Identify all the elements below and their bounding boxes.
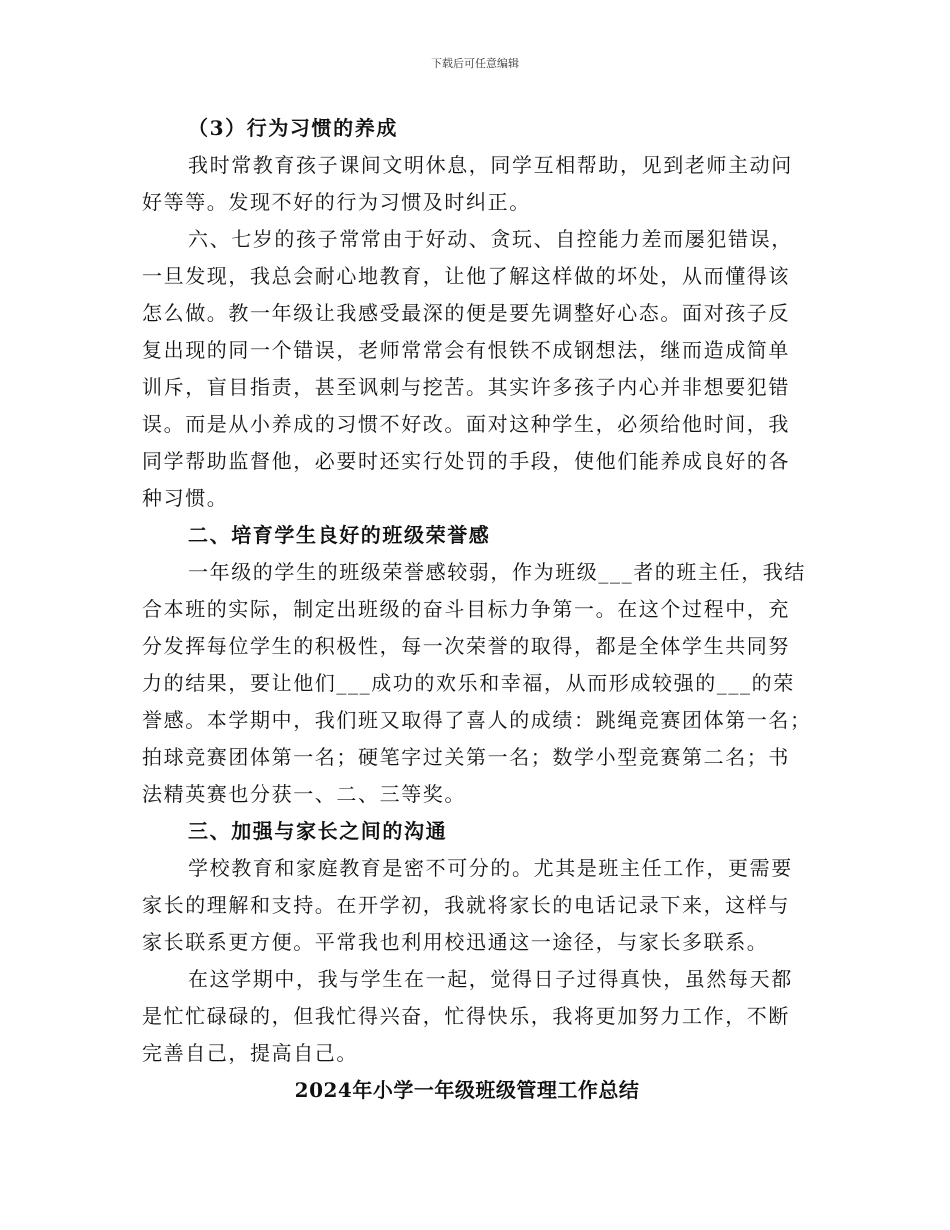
- paragraph-line: 六、七岁的孩子常常由于好动、贪玩、自控能力差而屡犯错误，: [188, 227, 793, 251]
- paragraph-line: 在这学期中，我与学生在一起，觉得日子过得真快，虽然每天都: [188, 967, 793, 991]
- paragraph-line: 家长联系更方便。平常我也利用校迅通这一途径，与家长多联系。: [142, 930, 769, 954]
- paragraph-line: 力的结果，要让他们___成功的欢乐和幸福，从而形成较强的___的荣: [142, 671, 795, 695]
- paragraph-line: 训斥，盲目指责，甚至讽刺与挖苦。其实许多孩子内心并非想要犯错: [142, 375, 790, 399]
- paragraph-line: 学校教育和家庭教育是密不可分的。尤其是班主任工作，更需要: [188, 856, 793, 880]
- paragraph-line: 一旦发现，我总会耐心地教育，让他了解这样做的坏处，从而懂得该: [142, 264, 790, 288]
- paragraph-line: 拍球竞赛团体第一名；硬笔字过关第一名；数学小型竞赛第二名；书: [142, 745, 790, 769]
- paragraph-line: 合本班的实际，制定出班级的奋斗目标力争第一。在这个过程中，充: [142, 597, 790, 621]
- paragraph-line: 我时常教育孩子课间文明休息，同学互相帮助，见到老师主动问: [188, 153, 793, 177]
- paragraph-line: 完善自己，提高自己。: [142, 1041, 358, 1065]
- section-heading: （3）行为习惯的养成: [188, 116, 398, 140]
- paragraph-line: 复出现的同一个错误，老师常常会有恨铁不成钢想法，继而造成简单: [142, 338, 790, 362]
- paragraph-line: 怎么做。教一年级让我感受最深的便是要先调整好心态。面对孩子反: [142, 301, 790, 325]
- document-body: [142, 110, 812, 1109]
- paragraph-line: 种习惯。: [142, 486, 229, 510]
- paragraph-line: 同学帮助监督他，必要时还实行处罚的手段，使他们能养成良好的各: [142, 449, 790, 473]
- section-heading: 二、培育学生良好的班级荣誉感: [188, 523, 491, 547]
- section-heading: 三、加强与家长之间的沟通: [188, 819, 448, 843]
- header-note: 下载后可任意编辑: [431, 57, 519, 70]
- paragraph-line: 误。而是从小养成的习惯不好改。面对这种学生，必须给他时间，我: [142, 412, 790, 436]
- paragraph-line: 法精英赛也分获一、二、三等奖。: [142, 782, 466, 806]
- paragraph-line: 好等等。发现不好的行为习惯及时纠正。: [142, 190, 531, 214]
- paragraph-line: 家长的理解和支持。在开学初，我就将家长的电话记录下来，这样与: [142, 893, 790, 917]
- paragraph-line: 一年级的学生的班级荣誉感较弱，作为班级___者的班主任，我结: [188, 560, 806, 584]
- document-title: 2024年小学一年级班级管理工作总结: [294, 1078, 640, 1102]
- paragraph-line: 是忙忙碌碌的，但我忙得兴奋，忙得快乐，我将更加努力工作，不断: [142, 1004, 790, 1028]
- paragraph-line: 分发挥每位学生的积极性，每一次荣誉的取得，都是全体学生共同努: [142, 634, 790, 658]
- paragraph-line: 誉感。本学期中，我们班又取得了喜人的成绩：跳绳竞赛团体第一名；: [142, 708, 812, 732]
